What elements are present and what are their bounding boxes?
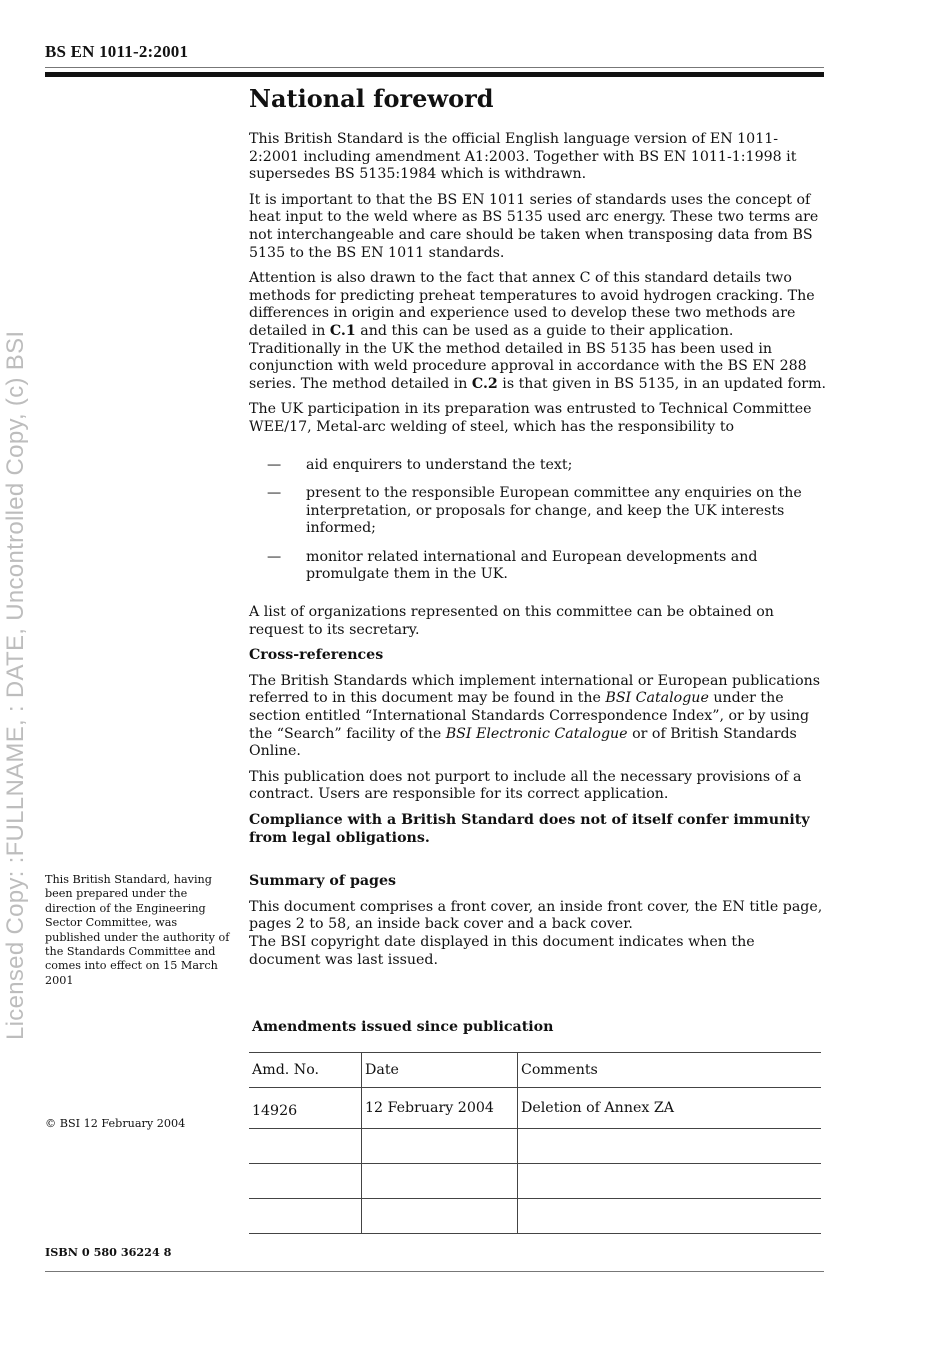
cross-references-heading: Cross-references: [249, 647, 384, 664]
table-cell: [518, 1164, 822, 1199]
document-code: BS EN 1011-2:2001: [45, 42, 189, 61]
list-item: [249, 485, 827, 538]
paragraph-cross-references: [249, 673, 827, 761]
standard-authority-note: This British Standard, having been prepared under the direction of the Engineering Sector Committee, was published under the authority of the Standards Committee and comes into effect on 15 March 2001: [45, 873, 230, 987]
paragraph-heat-input: It is important to that the BS EN 1011 series of standards uses the concept of heat input to the weld where as BS 5135 used arc energy. These two terms are not interchangeable and care should be taken when transposing data from BS 5135 to the BS EN 1011 standards.: [249, 191, 819, 261]
footer-rule: [45, 1271, 824, 1272]
column-header: Comments: [518, 1053, 822, 1088]
text: or of British Standards Online.: [249, 725, 797, 760]
table-cell: [518, 1129, 822, 1164]
list-item-text: aid enquirers to understand the text;: [306, 456, 573, 473]
compliance-statement: Compliance with a British Standard does not of itself confer immunity from legal obligations.: [249, 812, 810, 846]
electronic-catalogue-title: BSI Electronic Catalogue: [445, 725, 628, 742]
table-row: [249, 1129, 821, 1164]
header-rule-thick: [45, 72, 824, 77]
table-cell: [518, 1199, 822, 1234]
table-cell: [362, 1164, 518, 1199]
list-item-text: present to the responsible European committee any enquiries on the interpretation, or proposals for change, and keep the UK interests informed;: [306, 485, 802, 537]
text: under the section entitled “International Standards Correspondence Index”, or by using the “Search” facility of the: [249, 690, 810, 742]
paragraph-intro: This British Standard is the official English language version of EN 1011-2:2001 including amendment A1:2003. Together with BS EN 1011-1:1998 it supersedes BS 5135:1984 which is withdrawn.: [249, 131, 797, 183]
table-cell: [362, 1199, 518, 1234]
paragraph-summary: This document comprises a front cover, an inside front cover, the EN title page, pages 2 to 58, an inside back cover and a back cover.: [249, 898, 823, 933]
table-cell: 12 February 2004: [362, 1088, 518, 1129]
table-cell: [249, 1199, 362, 1234]
paragraph-copyright-date: The BSI copyright date displayed in this document indicates when the document was last issued.: [249, 933, 755, 968]
paragraph-annex-c: [249, 270, 827, 393]
table-cell: Deletion of Annex ZA: [518, 1088, 822, 1129]
table-row: [249, 1199, 821, 1234]
table-header-row: [249, 1053, 821, 1088]
dash-bullet: —: [267, 485, 282, 502]
text: is that given in BS 5135, in an updated form.: [497, 375, 827, 392]
table-cell: [249, 1164, 362, 1199]
paragraph-committee: The UK participation in its preparation was entrusted to Technical Committee WEE/17, Metal-arc welding of steel, which has the responsibility to: [249, 401, 812, 435]
column-header: Date: [362, 1053, 518, 1088]
column-header: Amd. No.: [249, 1053, 362, 1088]
page-title: National foreword: [249, 84, 494, 113]
clause-ref-c1: C.1: [329, 322, 356, 339]
list-item-text: monitor related international and European developments and promulgate them in the UK.: [306, 548, 758, 583]
table-cell: 14926: [249, 1088, 362, 1129]
list-item: [249, 457, 827, 475]
copyright-line: © BSI 12 February 2004: [45, 1117, 186, 1130]
table-cell: [249, 1129, 362, 1164]
amendments-title: Amendments issued since publication: [252, 1019, 554, 1035]
clause-ref-c2: C.2: [471, 375, 498, 392]
licence-watermark: Licensed Copy: :FULLNAME, : DATE, Uncontrolled Copy, (c) BSI: [2, 330, 29, 1040]
text: Attention is also drawn to the fact that annex C of this standard details two methods for predicting preheat temperatures to avoid hydrogen cracking. The differences in origin and experience used to develop these two methods are detailed in: [249, 270, 815, 339]
table-row: [249, 1088, 821, 1129]
catalogue-title: BSI Catalogue: [605, 690, 709, 707]
dash-bullet: —: [267, 456, 282, 473]
header-rule-thin: [45, 67, 824, 68]
dash-bullet: —: [267, 548, 282, 565]
table-row: [249, 1164, 821, 1199]
summary-of-pages-heading: Summary of pages: [249, 873, 396, 890]
isbn: ISBN 0 580 36224 8: [45, 1245, 172, 1259]
national-foreword: [249, 83, 827, 977]
text: and this can be used as a guide to their application. Traditionally in the UK the method detailed in BS 5135 has been used in conjunction with weld procedure approval in accordance with the BS EN 288 series. The method detailed in: [249, 322, 807, 392]
responsibility-list: [249, 457, 827, 585]
text: The British Standards which implement international or European publications referred to in this document may be found in the: [249, 672, 821, 707]
table-cell: [362, 1129, 518, 1164]
paragraph-organizations: A list of organizations represented on this committee can be obtained on request to its secretary.: [249, 604, 774, 638]
amendments-table: [249, 1052, 821, 1234]
list-item: [249, 549, 827, 584]
paragraph-provisions: This publication does not purport to include all the necessary provisions of a contract. Users are responsible for its correct application.: [249, 768, 802, 803]
